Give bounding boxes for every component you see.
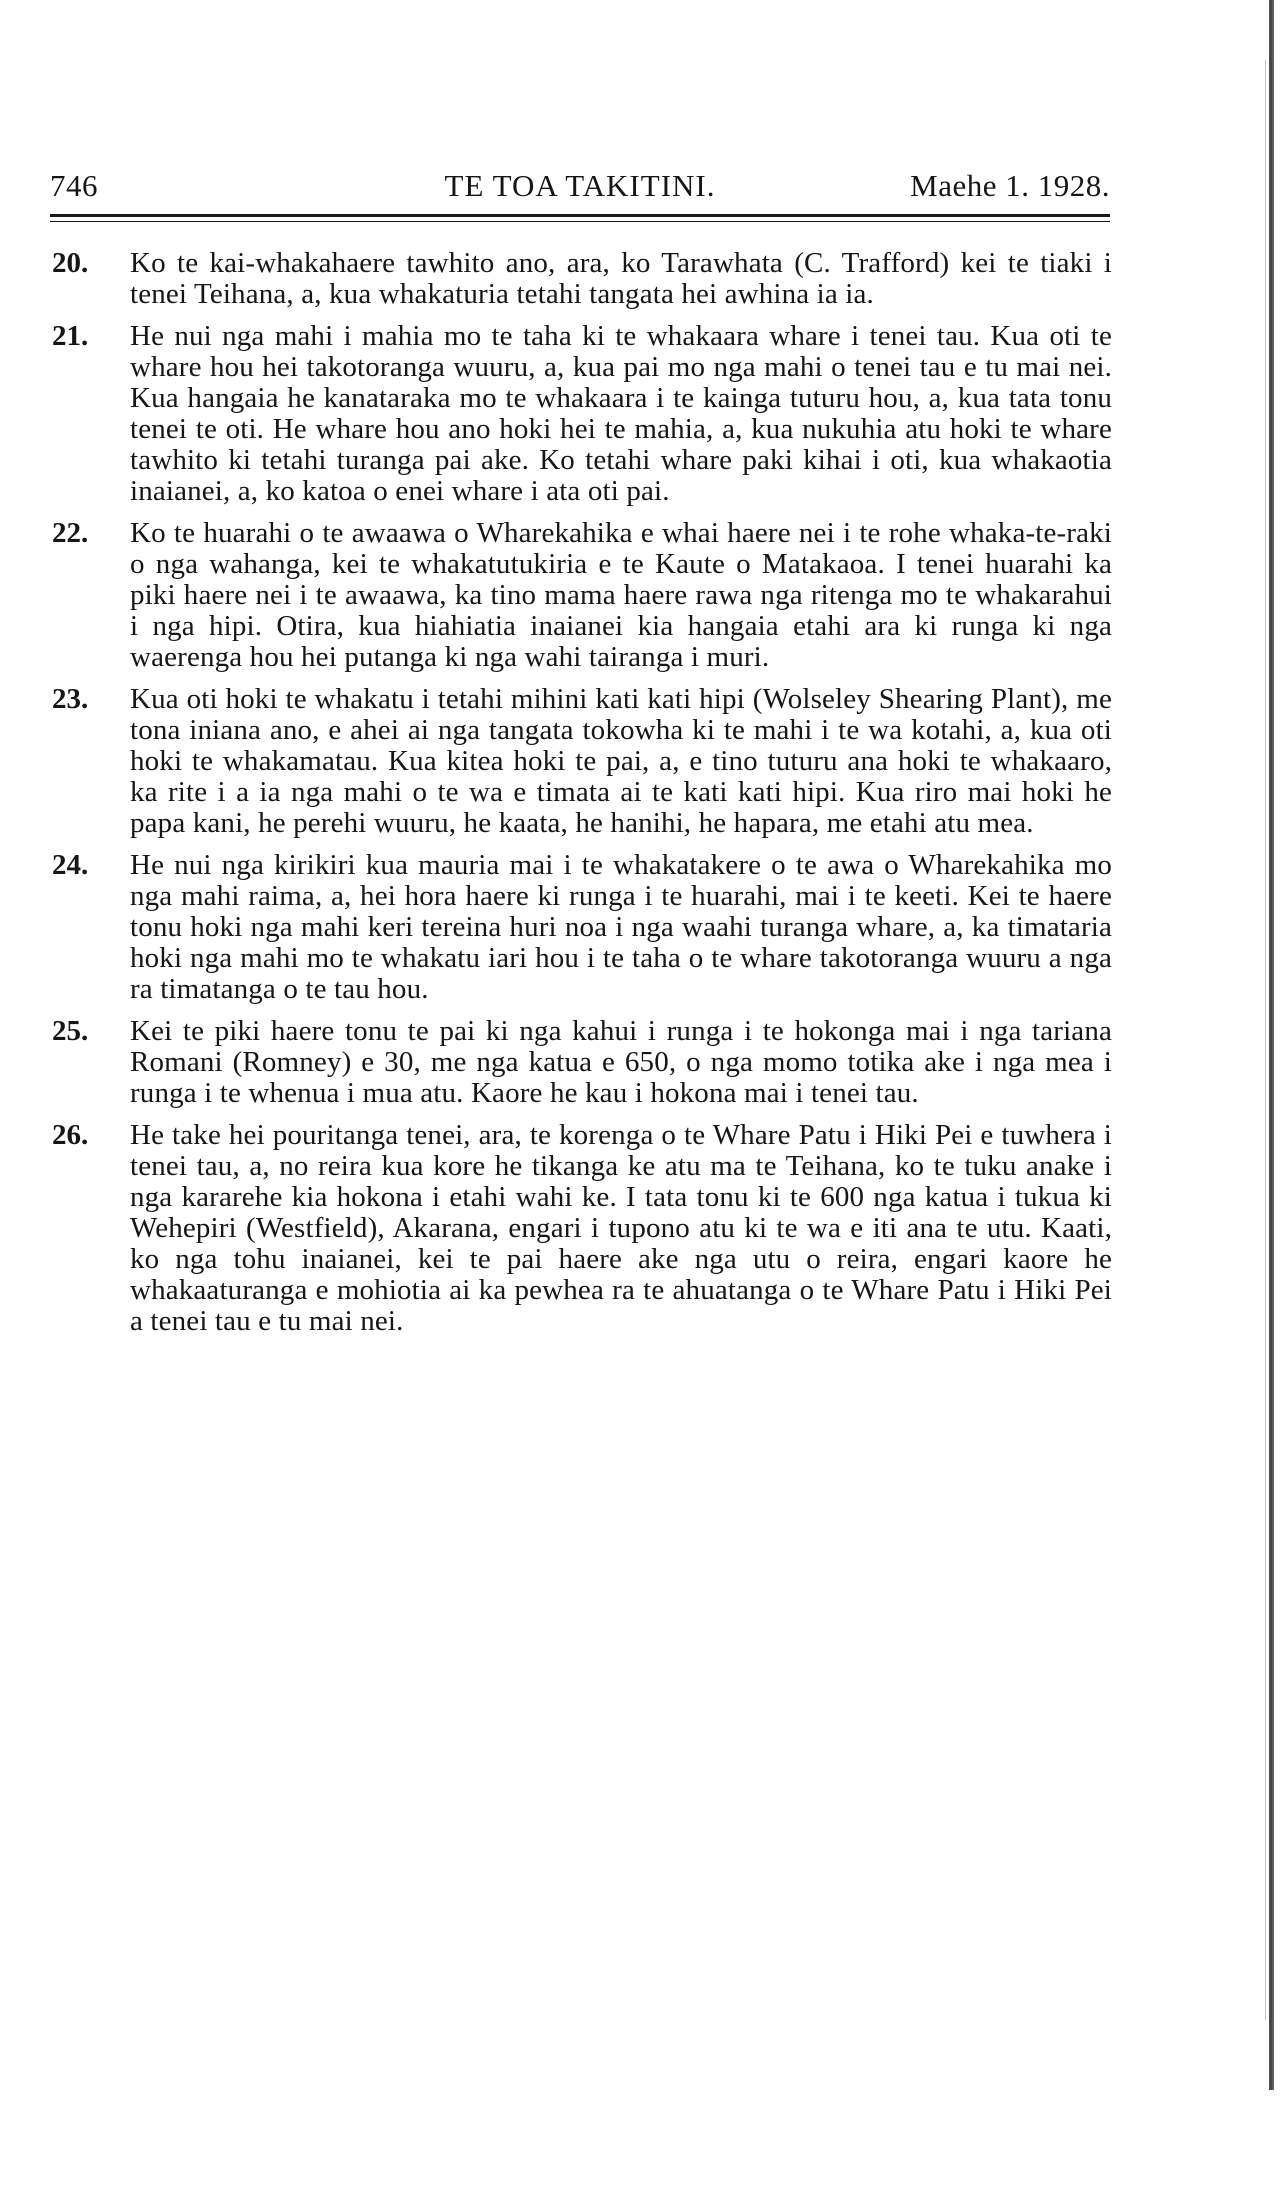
paragraph-number: 26. (52, 1119, 89, 1151)
issue-date: Maehe 1. 1928. (910, 168, 1110, 203)
paragraph-text: He nui nga mahi i mahia mo te taha ki te whakaara whare i tenei tau. Kua oti te whare hou hei takotoranga wuuru, a, kua pai mo nga mahi o tenei tau e tu mai nei. Kua hangaia he kanataraka mo te whakaara i te kainga tuturu hou, a, kua tata tonu tenei te oti. He whare hou ano hoki hei te mahia, a, kua nukuhia atu hoki te whare tawhito ki tetahi turanga pai ake. Ko tetahi whare paki kihai i oti, kua whakaotia inaianei, a, ko katoa o enei whare i ata oti pai. (130, 320, 1112, 507)
paragraph-21 (52, 321, 1112, 507)
running-header (50, 168, 1110, 218)
paragraph-text: He take hei pouritanga tenei, ara, te korenga o te Whare Patu i Hiki Pei e tuwhera i tenei tau, a, no reira kua kore he tikanga ke atu ma te Teihana, ko te tuku anake i nga kararehe kia hokona i etahi wahi ke. I tata tonu ki te 600 nga katua i tukua ki Wehepiri (Westfield), Akarana, engari i tupono atu ki te wa e iti ana te utu. Kaati, ko nga tohu inaianei, kei te pai haere ake nga utu o reira, engari kaore he whakaaturanga e mohiotia ai ka pewhea ra te ahuatanga o te Whare Patu i Hiki Pei a tenei tau e tu mai nei. (130, 1119, 1112, 1337)
paragraph-number: 21. (52, 320, 89, 352)
paragraph-text: He nui nga kirikiri kua mauria mai i te whakatakere o te awa o Wharekahika mo nga mahi raima, a, hei hora haere ki runga i te huarahi, mai i te keeti. Kei te haere tonu hoki nga mahi keri tereina huri noa i nga waahi turanga whare, a, ka timataria hoki nga mahi mo te whakatu iari hou i te taha o te whare takotoranga wuuru a nga ra timatanga o te tau hou. (130, 849, 1112, 1005)
paragraph-text: Ko te kai-whakahaere tawhito ano, ara, ko Tarawhata (C. Trafford) kei te tiaki i tenei Teihana, a, kua whakaturia tetahi tangata hei awhina ia ia. (130, 247, 1112, 310)
paragraph-text: Kua oti hoki te whakatu i tetahi mihini kati kati hipi (Wolseley Shearing Plant), me tona iniana ano, e ahei ai nga tangata tokowha ki te mahi i te wa kotahi, a, kua oti hoki te whakamatau. Kua kitea hoki te pai, a, e tino tuturu ana hoki te whakaaro, ka rite i a ia nga mahi o te wa e timata ai te kati kati hipi. Kua riro mai hoki he papa kani, he perehi wuuru, he kaata, he hanihi, he hapara, me etahi atu mea. (130, 683, 1112, 839)
header-rule-thick (50, 214, 1110, 217)
paragraph-23 (52, 684, 1112, 839)
paragraph-number: 20. (52, 247, 89, 279)
paragraph-25 (52, 1016, 1112, 1109)
paragraph-number: 24. (52, 849, 89, 881)
paragraph-number: 25. (52, 1015, 89, 1047)
paragraph-text: Ko te huarahi o te awaawa o Wharekahika e whai haere nei i te rohe whaka-te-raki o nga wahanga, kei te whakatutukiria e te Kaute o Matakaoa. I tenei huarahi ka piki haere nei i te awaawa, ka tino mama haere rawa nga ritenga mo te whakarahui i nga hipi. Otira, kua hiahiatia inaianei kia hangaia etahi ara ki runga ki nga waerenga hou hei putanga ki nga wahi tairanga i muri. (130, 517, 1112, 673)
paragraph-26 (52, 1120, 1112, 1337)
paragraph-24 (52, 850, 1112, 1005)
paragraph-number: 23. (52, 683, 89, 715)
paragraph-20 (52, 248, 1112, 310)
numbered-paragraphs (52, 248, 1112, 1348)
journal-title: TE TOA TAKITINI. (444, 168, 716, 203)
page-number: 746 (50, 168, 98, 203)
scan-edge-shadow (1269, 0, 1274, 2090)
paragraph-number: 22. (52, 517, 89, 549)
header-rule-thin (50, 221, 1110, 222)
scan-edge-line (1265, 60, 1266, 2020)
paragraph-text: Kei te piki haere tonu te pai ki nga kahui i runga i te hokonga mai i nga tariana Romani (Romney) e 30, me nga katua e 650, o nga momo totika ake i nga mea i runga i te whenua i mua atu. Kaore he kau i hokona mai i tenei tau. (130, 1015, 1112, 1109)
paragraph-22 (52, 518, 1112, 673)
